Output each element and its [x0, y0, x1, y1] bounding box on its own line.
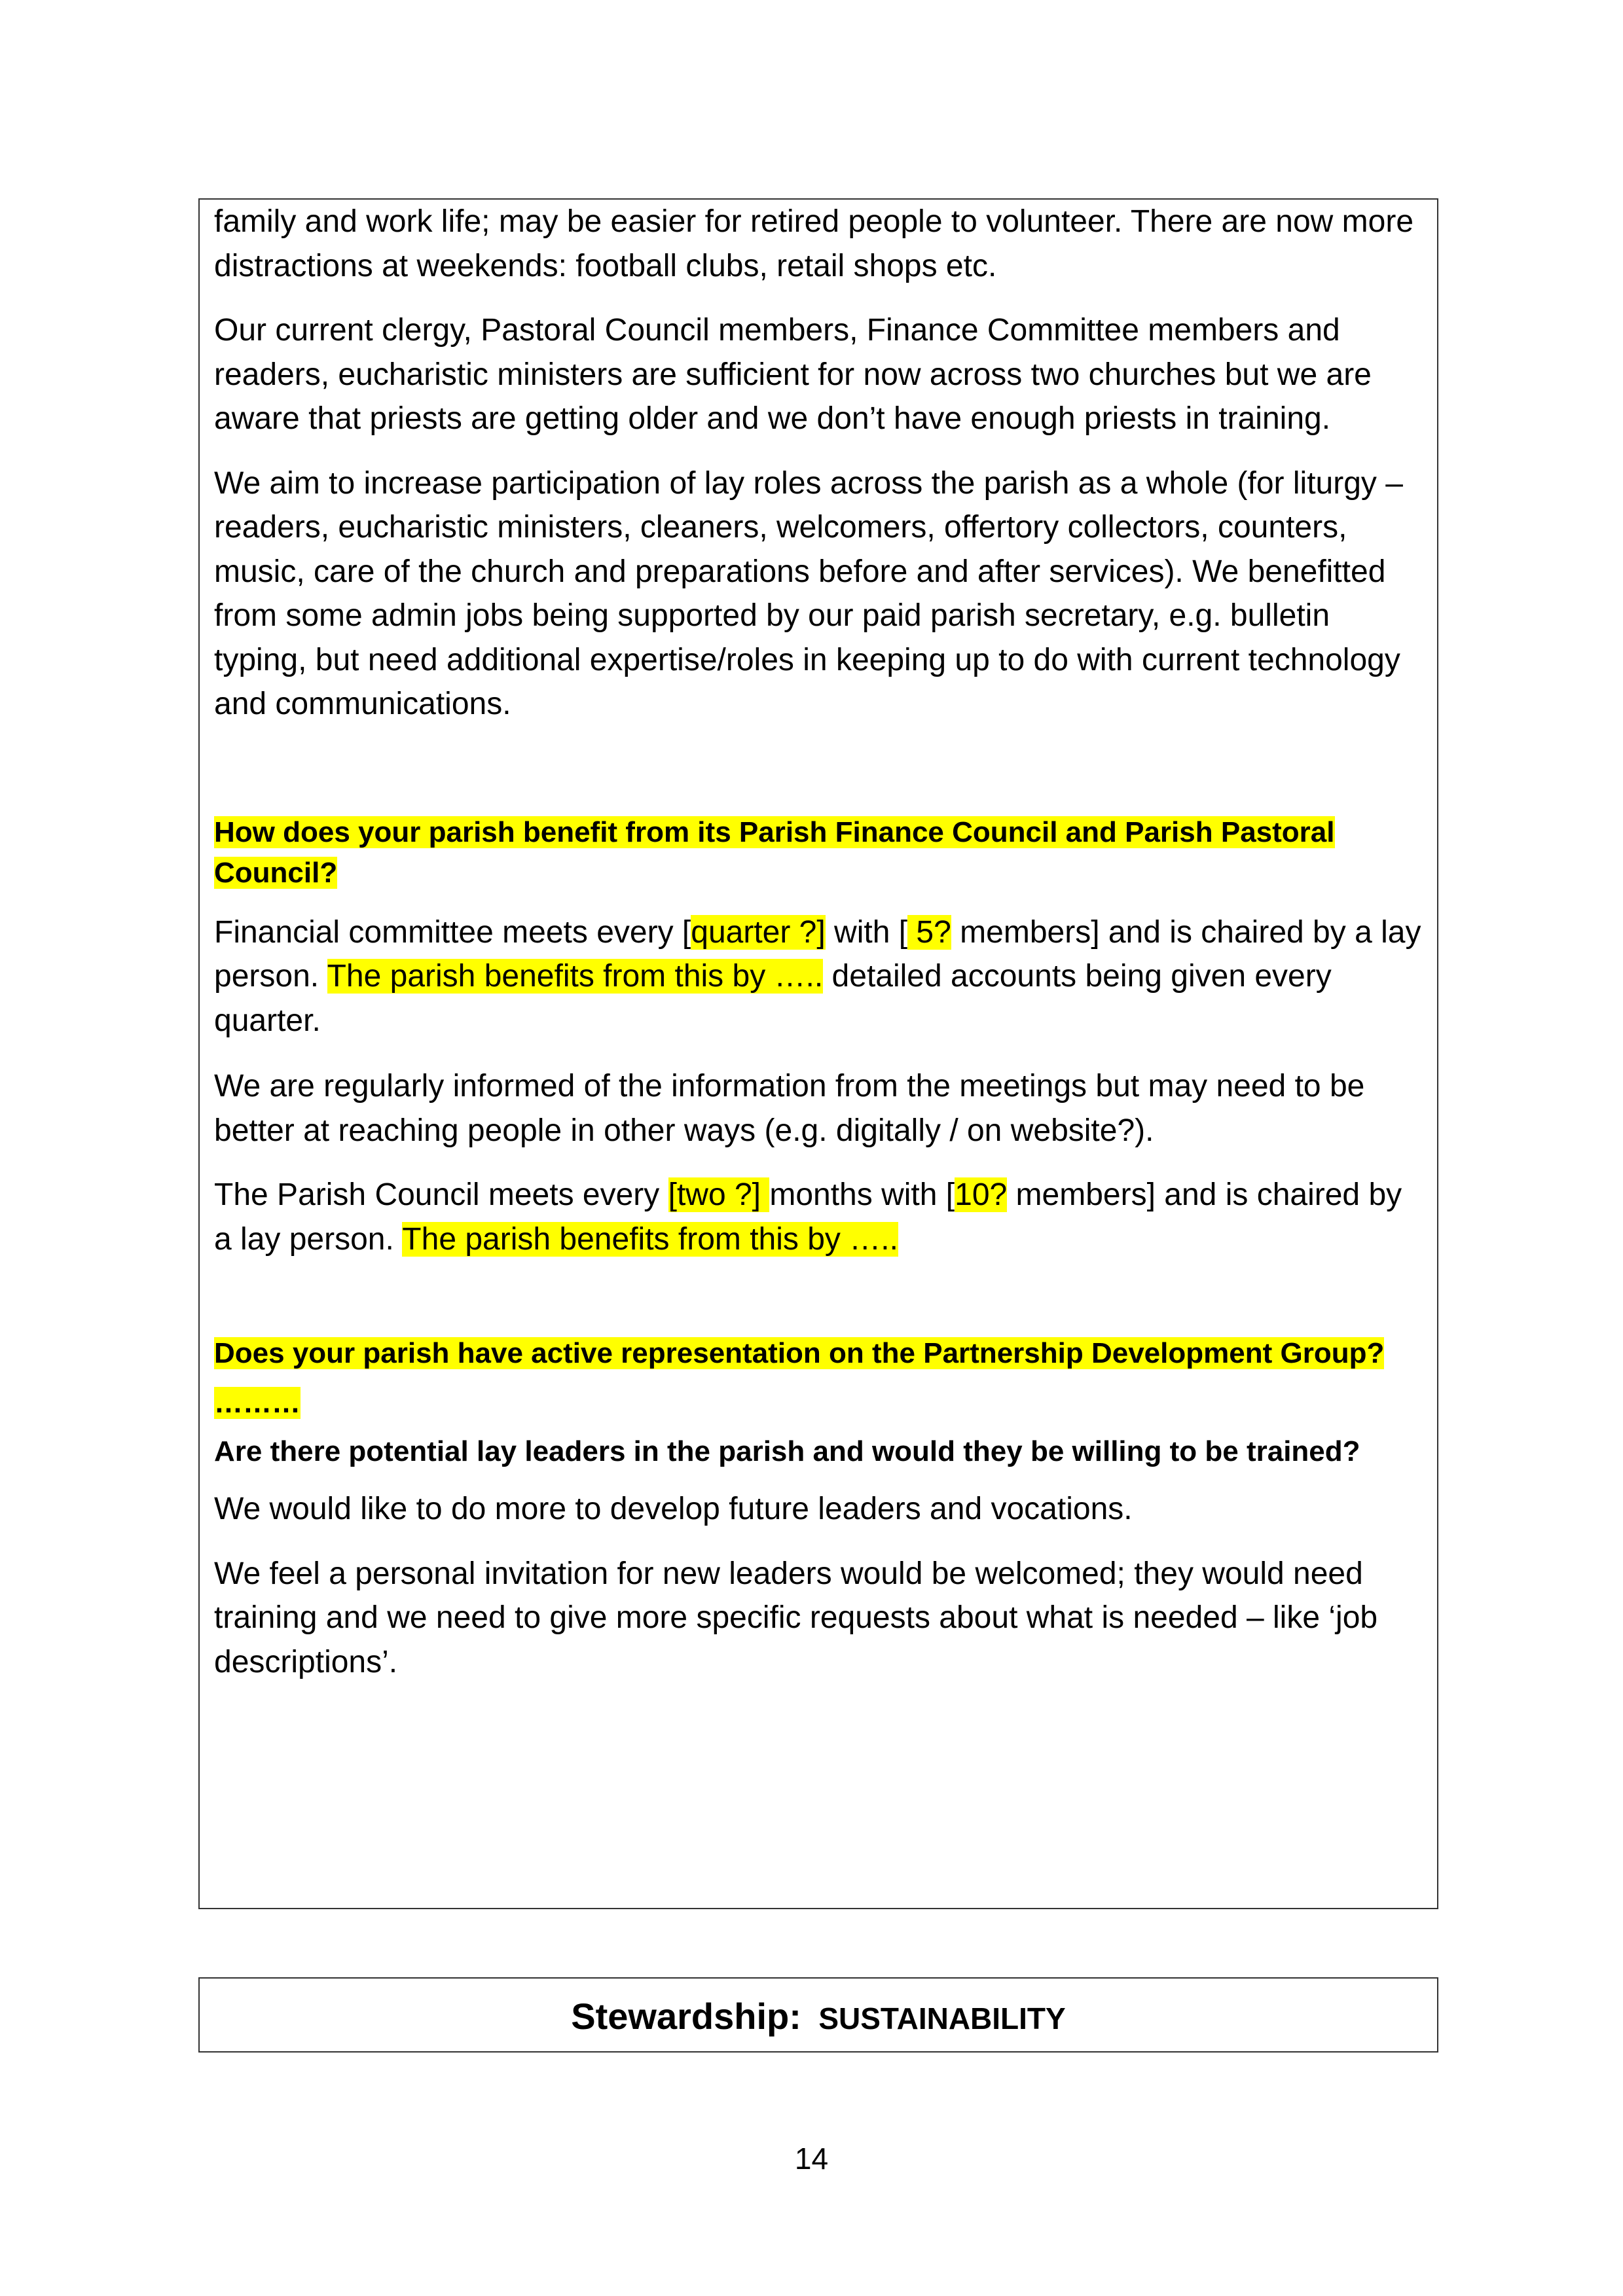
answer-placeholder: ……… [214, 1387, 301, 1419]
highlight-benefit: The parish benefits from this by ….. [327, 959, 824, 994]
content-box [198, 198, 1438, 1909]
highlight-members-count: 10? [955, 1177, 1008, 1212]
paragraph-financial-committee [214, 910, 1423, 1043]
text: The Parish Council meets every [214, 1177, 668, 1212]
paragraph-clergy: Our current clergy, Pastoral Council members, Finance Committee members and readers, eucharistic ministers are sufficient for now across two churches but we are aware that priests are getting older and we don’t have enough priests in training. [214, 313, 1372, 436]
page-number: 14 [794, 2142, 829, 2176]
text: months with [ [769, 1177, 955, 1212]
text: with [ [825, 914, 908, 950]
section-title: Stewardship: [571, 1996, 801, 2037]
answer-partnership [214, 1383, 1423, 1424]
text: members] and is chaired by a lay person. [214, 1177, 1402, 1257]
paragraph-lay-roles: We aim to increase participation of lay roles across the parish as a whole (for liturgy – readers, eucharistic ministers, cleaners, welcomers, offertory collectors, counters, music, care of the church and preparations before and after services). We benefitted from some admin jobs being supported by our paid parish secretary, e.g. bulletin typing, but need additional expertise/roles in keeping up to do with current technology and communications. [214, 465, 1403, 721]
section-heading-box [198, 1977, 1438, 2053]
question-lay-leaders: Are there potential lay leaders in the parish and would they be willing to be trained? [214, 1435, 1360, 1467]
text: Financial committee meets every [ [214, 914, 691, 950]
highlight-benefit: The parish benefits from this by ….. [402, 1221, 898, 1257]
paragraph-parish-council [214, 1173, 1423, 1261]
text: detailed accounts being given every quarter. [214, 959, 1332, 1038]
paragraph-invitation: We feel a personal invitation for new leaders would be welcomed; they would need training and we need to give more specific requests about what is needed – like ‘job descriptions’. [214, 1556, 1378, 1679]
text: members] and is chaired by a lay person. [214, 914, 1421, 994]
highlight-two-months: [two ?] [668, 1177, 770, 1212]
paragraph-informed: We are regularly informed of the information from the meetings but may need to be better at reaching people in other ways (e.g. digitally / on website?). [214, 1069, 1365, 1148]
paragraph-future-leaders: We would like to do more to develop future leaders and vocations. [214, 1492, 1133, 1526]
highlight-quarter: quarter ?] [691, 914, 826, 950]
question-finance-council-text: How does your parish benefit from its Parish Finance Council and Parish Pastoral Council? [214, 816, 1335, 889]
paragraph-distractions: family and work life; may be easier for retired people to volunteer. There are now more distractions at weekends: football clubs, retail shops etc. [214, 204, 1414, 283]
section-subtitle: SUSTAINABILITY [818, 2001, 1066, 2036]
highlight-members-count: 5? [907, 914, 951, 950]
question-finance-council [214, 812, 1423, 893]
question-partnership-text: Does your parish have active representation on the Partnership Development Group? [214, 1337, 1385, 1369]
question-partnership [214, 1333, 1423, 1374]
